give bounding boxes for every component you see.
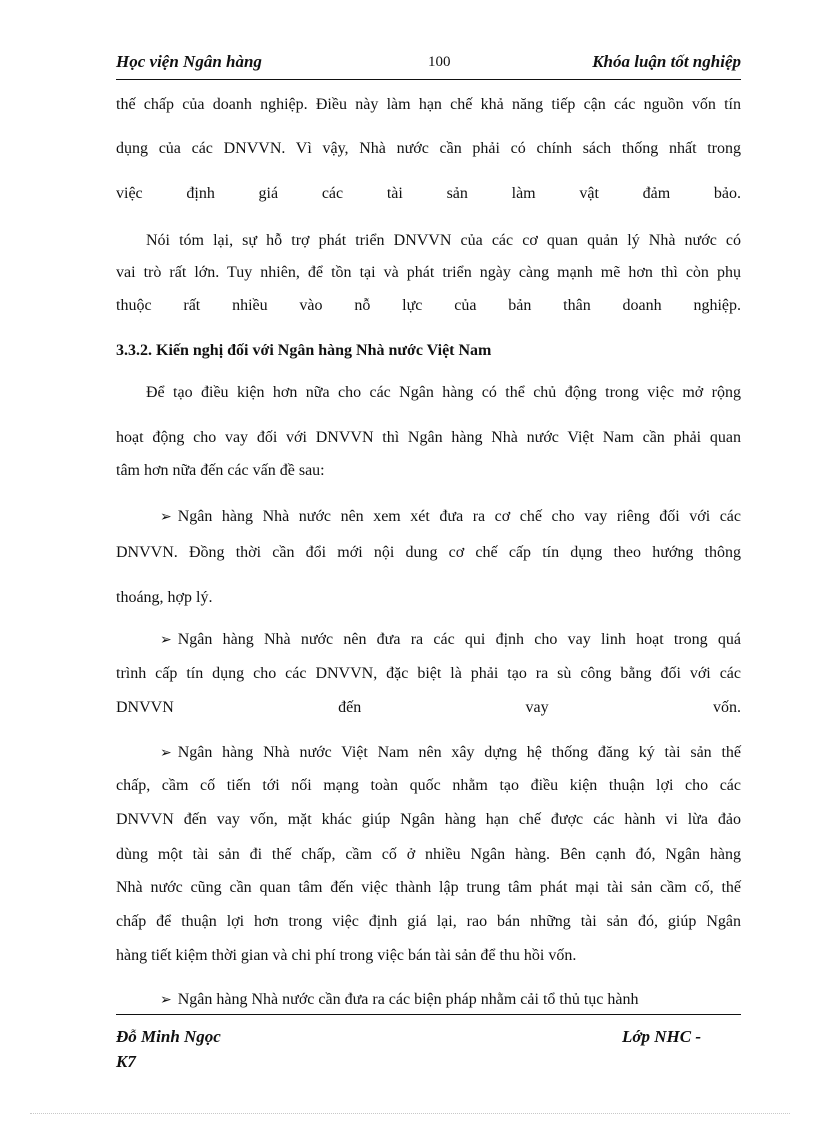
text-line: vai trò rất lớn. Tuy nhiên, để tồn tại và phát triển ngày càng mạnh mẽ hơn thì còn phụ [116,264,741,281]
text-line: Nói tóm lại, sự hỗ trợ phát triển DNVVN của các cơ quan quản lý Nhà nước có [146,232,741,249]
footer-rule [116,1014,741,1015]
arrow-bullet-icon: ➢ [160,992,172,1008]
text-line: DNVVN. Đồng thời cần đổi mới nội dung cơ chế cấp tín dụng theo hướng thông [116,544,741,561]
text-line: Để tạo điều kiện hơn nữa cho các Ngân hàng có thể chủ động trong việc mở rộng [146,384,741,401]
text-line: thế chấp của doanh nghiệp. Điều này làm hạn chế khả năng tiếp cận các nguồn vốn tín [116,96,741,113]
page-edge-dotted [30,1113,790,1114]
text-line: dụng của các DNVVN. Vì vậy, Nhà nước cần phải có chính sách thống nhất trong [116,140,741,157]
text-line: hàng tiết kiệm thời gian và chi phí trong việc bán tài sản để thu hồi vốn. [116,947,577,964]
arrow-bullet-icon: ➢ [160,745,172,761]
section-heading: 3.3.2. Kiến nghị đối với Ngân hàng Nhà nước Việt Nam [116,342,492,359]
text-line: hoạt động cho vay đối với DNVVN thì Ngân hàng Nhà nước Việt Nam cần phải quan [116,429,741,446]
text-line: trình cấp tín dụng cho các DNVVN, đặc biệt là phải tạo ra sù công bằng đối với các [116,665,741,682]
header-school: Học viện Ngân hàng [116,52,262,71]
page-number: 100 [428,54,451,70]
text-line: DNVVN đến vay vốn. [116,699,741,716]
arrow-bullet-icon: ➢ [160,509,172,525]
header-title: Khóa luận tốt nghiệp [592,52,741,71]
footer-author: Đỗ Minh Ngọc [116,1027,221,1046]
bullet-item: ➢ Ngân hàng Nhà nước nên đưa ra các qui định cho vay linh hoạt trong quá [160,631,741,648]
header-rule [116,79,741,80]
text-line: DNVVN đến vay vốn, mặt khác giúp Ngân hàng hạn chế được các hành vi lừa đảo [116,811,741,828]
text-line: chấp để thuận lợi hơn trong việc định giá lại, rao bán những tài sản đó, giúp Ngân [116,913,741,930]
bullet-item: ➢ Ngân hàng Nhà nước cần đưa ra các biện pháp nhằm cải tổ thủ tục hành [160,991,639,1008]
text-line: thoáng, hợp lý. [116,589,213,606]
text-line: Nhà nước cũng cần quan tâm đến việc thành lập trung tâm phát mại tài sản cầm cố, thế [116,879,741,896]
footer-class: Lớp NHC - [622,1027,702,1046]
text-line: thuộc rất nhiều vào nỗ lực của bản thân doanh nghiệp. [116,297,741,314]
footer-course: K7 [116,1052,136,1071]
text-line: dùng một tài sản đi thế chấp, cầm cố ở nhiều Ngân hàng. Bên cạnh đó, Ngân hàng [116,846,741,863]
bullet-item: ➢ Ngân hàng Nhà nước nên xem xét đưa ra cơ chế cho vay riêng đối với các [160,508,741,525]
text-line: chấp, cầm cố tiến tới nối mạng toàn quốc nhằm tạo điều kiện thuận lợi cho các [116,777,741,794]
text-line: việc định giá các tài sản làm vật đảm bảo. [116,185,741,202]
bullet-item: ➢ Ngân hàng Nhà nước Việt Nam nên xây dựng hệ thống đăng ký tài sản thế [160,744,741,761]
text-line: tâm hơn nữa đến các vấn đề sau: [116,462,325,479]
arrow-bullet-icon: ➢ [160,632,172,648]
